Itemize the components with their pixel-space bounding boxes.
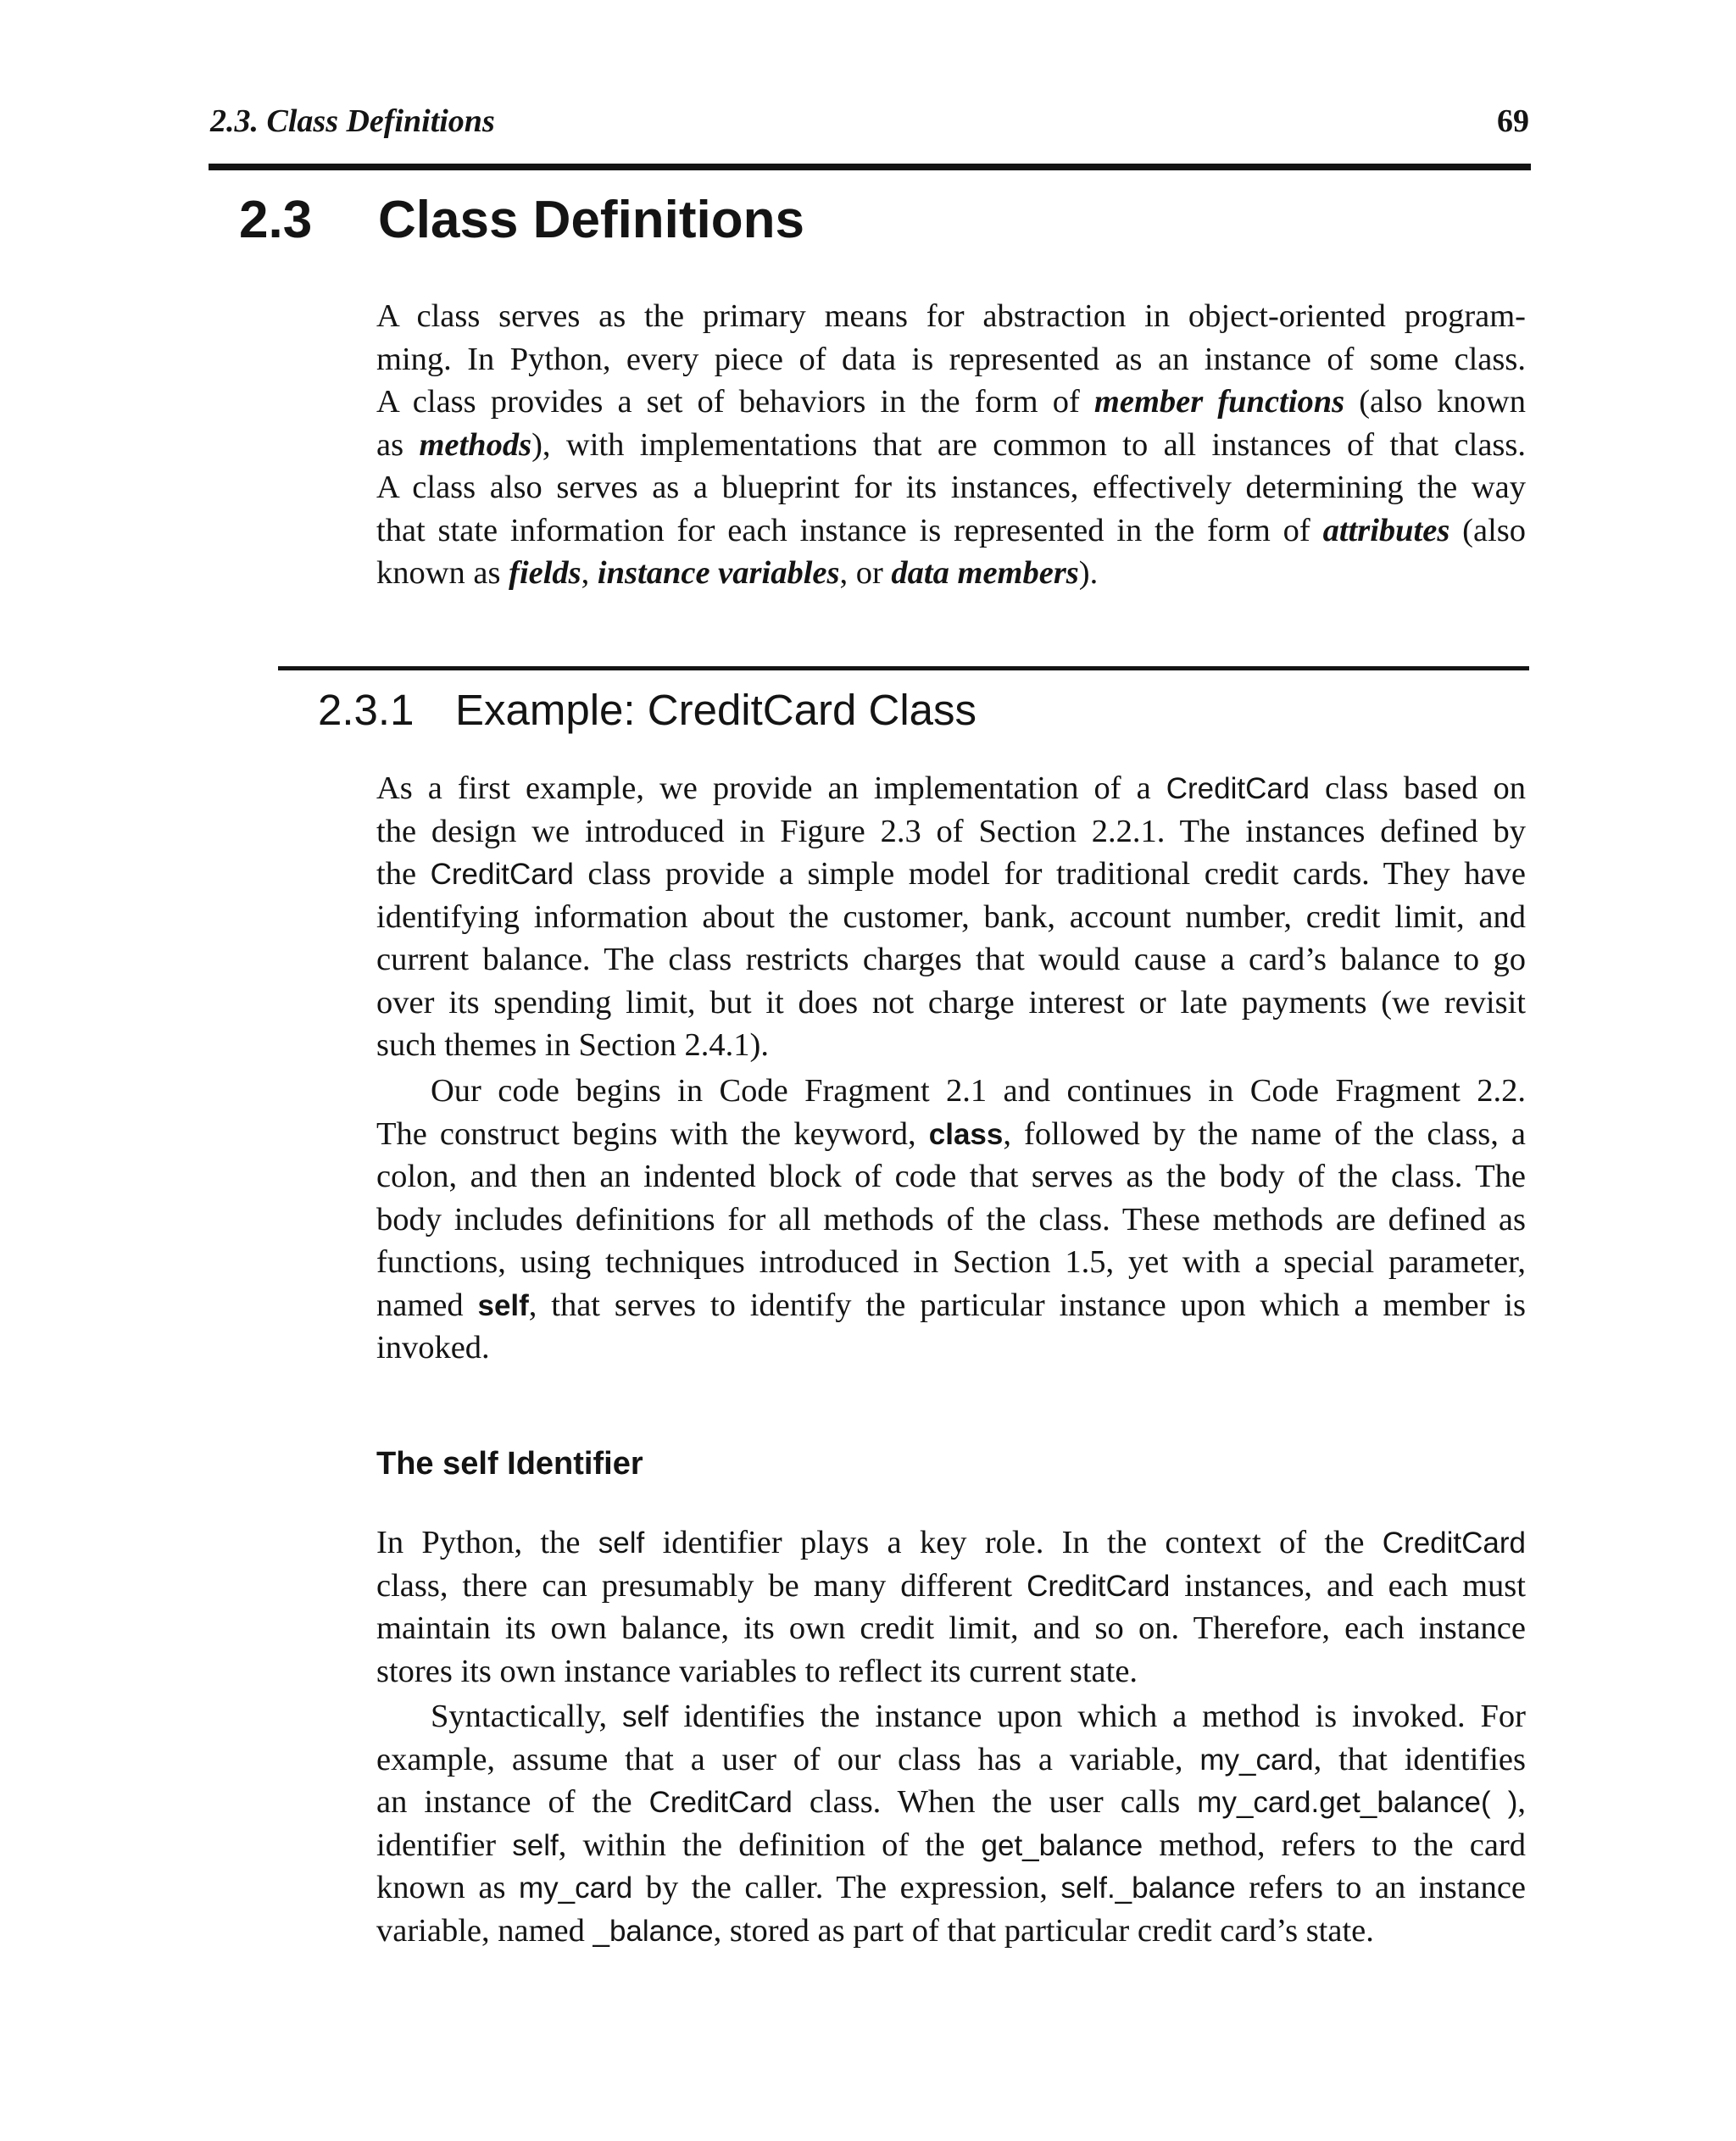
intro-paragraph [376,295,1526,595]
code-identifier: CreditCard [430,858,574,891]
section-heading [239,185,804,256]
text-run: instances, and each must [1170,1567,1526,1604]
text-line [376,381,1526,424]
text-run: , that serves to identify the particular instance upon which a member is [528,1287,1526,1323]
text-line [376,1113,1526,1156]
text-run: A class serves as the primary means for abstraction in object-oriented program- [376,298,1526,334]
text-line [376,853,1526,896]
code-identifier: get_balance [981,1828,1143,1862]
text-line [376,1695,1526,1738]
text-run: functions, using techniques introduced in Section 1.5, yet with a special parameter, [376,1244,1526,1280]
text-run: A class provides a set of behaviors in the form of [376,384,1094,420]
text-line [376,810,1526,854]
code-identifier: my_card.get_balance( ) [1197,1786,1518,1819]
text-run: invoked. [376,1330,490,1365]
text-line [376,1565,1526,1608]
text-line [376,1284,1526,1327]
text-run: identifier [376,1827,513,1863]
text-run: as [376,426,420,463]
text-run: an instance of the [376,1784,649,1820]
text-line [376,1824,1526,1867]
code-identifier: self [598,1527,645,1560]
text-run: that state information for each instance is represented in the form of [376,512,1323,548]
keyword-code: self [477,1288,529,1322]
text-line [376,1738,1526,1782]
text-line [376,338,1526,381]
text-run: class. When the user calls [792,1784,1198,1820]
key-term: instance variables [597,555,840,591]
code-identifier: CreditCard [1027,1569,1171,1603]
text-run: Our code begins in Code Fragment 2.1 and continues in Code Fragment 2.2. [431,1073,1526,1109]
text-line [376,1607,1526,1650]
code-identifier: CreditCard [648,1786,793,1819]
text-line [376,1521,1526,1565]
text-run: , or [839,555,892,591]
text-run: variable, named [376,1912,593,1949]
text-line [376,1070,1526,1113]
text-run: example, assume that a user of our class has a variable, [376,1741,1200,1777]
section-title: Class Definitions [378,191,804,249]
section-number: 2.3 [239,191,313,249]
self-paragraph-1 [376,1521,1526,1693]
creditcard-paragraph-2 [376,1070,1526,1370]
text-run: such themes in Section 2.4.1). [376,1027,769,1063]
text-line [376,938,1526,982]
key-term: member functions [1093,384,1345,420]
text-run: , followed by the name of the class, a [1003,1115,1526,1152]
text-run: A class also serves as a blueprint for its instances, effectively determining the way [376,470,1526,505]
text-line [376,1326,1526,1370]
text-line [376,1910,1526,1953]
page-number: 69 [1497,103,1529,139]
self-paragraph-2 [376,1695,1526,1952]
text-run: over its spending limit, but it does not charge interest or late payments (we revisit [376,984,1526,1020]
text-run: (also known [1344,384,1526,420]
text-line [376,767,1526,810]
text-run: the design we introduced in Figure 2.3 of Section 2.2.1. The instances defined by [376,813,1526,849]
code-identifier: self [512,1828,559,1862]
text-run: maintain its own balance, its own credit limit, and so on. Therefore, each instance [376,1610,1526,1646]
text-run: by the caller. The expression, [632,1870,1061,1905]
text-run: identifier plays a key role. In the context of the [644,1525,1383,1560]
text-line [376,509,1526,553]
text-line [376,1198,1526,1242]
code-identifier: self [621,1700,669,1733]
text-run: refers to an instance [1235,1870,1527,1905]
text-run: identifying information about the customer, bank, account number, credit limit, and [376,898,1526,935]
text-line [376,424,1526,467]
text-run: ). [1078,555,1099,591]
paragraph-heading: The self Identifier [376,1446,643,1482]
text-run: (also [1449,512,1526,548]
code-identifier: CreditCard [1166,772,1310,805]
text-run: Syntactically, [431,1699,622,1734]
text-run: class based on [1309,770,1526,806]
text-run: ), with implementations that are common to all instances of that class. [531,426,1526,463]
text-line [376,295,1526,338]
keyword-code: class [928,1117,1004,1151]
text-run: ming. In Python, every piece of data is represented as an instance of some class. [376,341,1526,377]
text-run: , stored as part of that particular credit card’s state. [713,1912,1374,1949]
text-run: current balance. The class restricts charges that would cause a card’s balance to go [376,942,1526,977]
text-run: In Python, the [376,1525,598,1560]
key-term: fields [509,555,581,591]
text-line [376,466,1526,509]
code-identifier: self._balance [1060,1871,1236,1905]
text-line [376,1781,1526,1824]
text-run: stores its own instance variables to reflect its current state. [376,1653,1138,1689]
running-head [210,100,1529,142]
text-run: class, there can presumably be many different [376,1567,1027,1604]
code-identifier: my_card [1199,1743,1314,1777]
code-identifier: CreditCard [1382,1527,1526,1560]
code-identifier: my_card [518,1871,633,1905]
text-line [376,552,1526,595]
text-run: named [376,1287,478,1323]
text-run: known as [376,1870,519,1905]
text-run: The construct begins with the keyword, [376,1115,929,1152]
text-run: identifies the instance upon which a method is invoked. For [668,1699,1526,1734]
subsection-number: 2.3.1 [318,686,415,734]
text-line [376,1241,1526,1284]
text-line [376,1650,1526,1693]
text-line [376,1155,1526,1198]
key-term: methods [419,426,532,463]
code-identifier: _balance [593,1914,714,1948]
text-run: , that identifies [1313,1741,1526,1777]
text-line [376,1866,1526,1910]
text-run: method, refers to the card [1143,1827,1526,1863]
key-term: data members [891,555,1079,591]
text-run: , [581,555,598,591]
header-rule [209,164,1531,170]
text-run: body includes definitions for all methods of the class. These methods are defined as [376,1201,1526,1237]
subsection-title: Example: CreditCard Class [455,686,977,734]
running-head-title: 2.3. Class Definitions [210,103,495,139]
text-line [376,982,1526,1025]
key-term: attributes [1322,512,1450,548]
text-line [376,1024,1526,1067]
text-run: class provide a simple model for traditional credit cards. They have [573,856,1526,892]
text-run: the [376,856,431,892]
subsection-heading [318,678,976,742]
text-run: , within the definition of the [558,1827,982,1863]
text-line [376,896,1526,939]
text-run: As a first example, we provide an implementation of a [376,770,1166,806]
text-run: colon, and then an indented block of code that serves as the body of the class. The [376,1159,1526,1194]
creditcard-paragraph-1 [376,767,1526,1067]
subsection-rule [278,666,1529,670]
text-run: , [1517,1784,1526,1820]
text-run: known as [376,555,509,591]
